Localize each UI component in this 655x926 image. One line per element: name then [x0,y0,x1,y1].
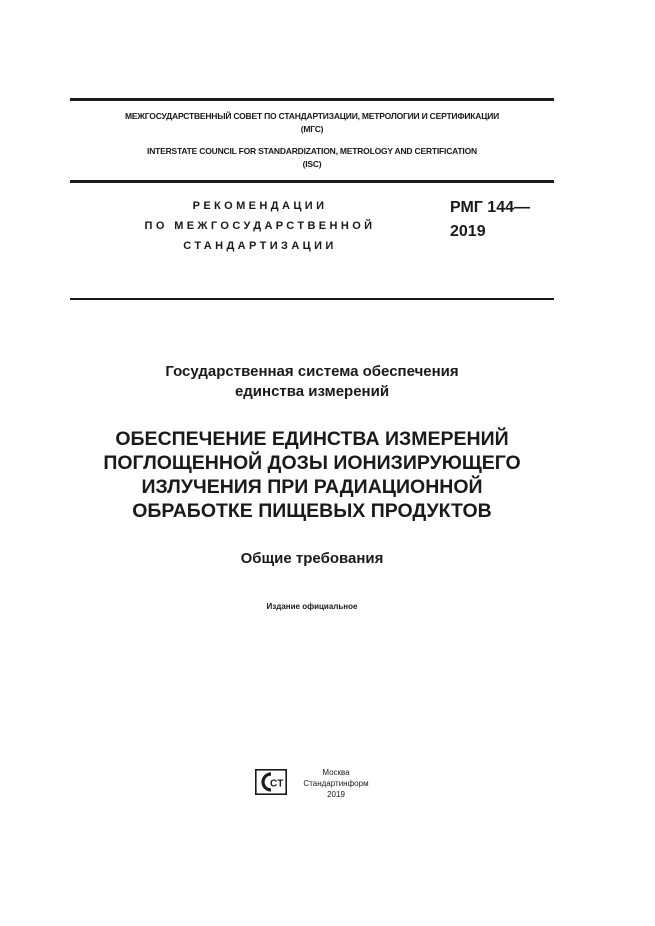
recommendation-line2: ПО МЕЖГОСУДАРСТВЕННОЙ [144,220,376,232]
publisher-city: Москва [322,768,350,777]
recommendation-line3: СТАНДАРТИЗАЦИИ [183,240,337,252]
council-name-english [70,145,554,171]
system-title [70,362,554,402]
council-en-line1: INTERSTATE COUNCIL FOR STANDARDIZATION, METROLOGY AND CERTIFICATION [147,146,477,156]
council-ru-line1: МЕЖГОСУДАРСТВЕННЫЙ СОВЕТ ПО СТАНДАРТИЗАЦИИ, МЕТРОЛОГИИ И СЕРТИФИКАЦИИ [124,111,500,121]
council-en-line2: (ISC) [302,159,322,169]
edition-note: Издание официальное [266,602,358,611]
system-title-line1: Государственная система обеспечения [165,363,459,380]
council-name-russian [70,110,554,136]
standartinform-logo-icon [255,769,287,795]
recommendation-line1: РЕКОМЕНДАЦИИ [192,200,328,212]
document-title [60,427,564,523]
publisher-block [296,767,376,800]
document-title-line4: ОБРАБОТКЕ ПИЩЕВЫХ ПРОДУКТОВ [132,500,492,522]
publisher-name: Стандартинформ [303,779,369,788]
document-title-line1: ОБЕСПЕЧЕНИЕ ЕДИНСТВА ИЗМЕРЕНИЙ [115,428,509,450]
document-subtitle: Общие требования [240,550,384,567]
bottom-rule [70,298,554,300]
middle-rule [70,180,554,183]
system-title-line2: единства измерений [234,383,390,400]
document-code-line2: 2019 [450,223,486,240]
document-code [450,196,560,244]
top-rule [70,98,554,101]
publisher-year: 2019 [327,790,345,799]
document-title-line3: ИЗЛУЧЕНИЯ ПРИ РАДИАЦИОННОЙ [141,476,483,498]
document-title-line2: ПОГЛОЩЕННОЙ ДОЗЫ ИОНИЗИРУЮЩЕГО [103,452,521,474]
recommendation-heading [120,196,400,256]
document-code-line1: РМГ 144— [450,199,530,216]
council-ru-line2: (МГС) [300,124,324,134]
svg-text:CT: CT [270,778,284,790]
